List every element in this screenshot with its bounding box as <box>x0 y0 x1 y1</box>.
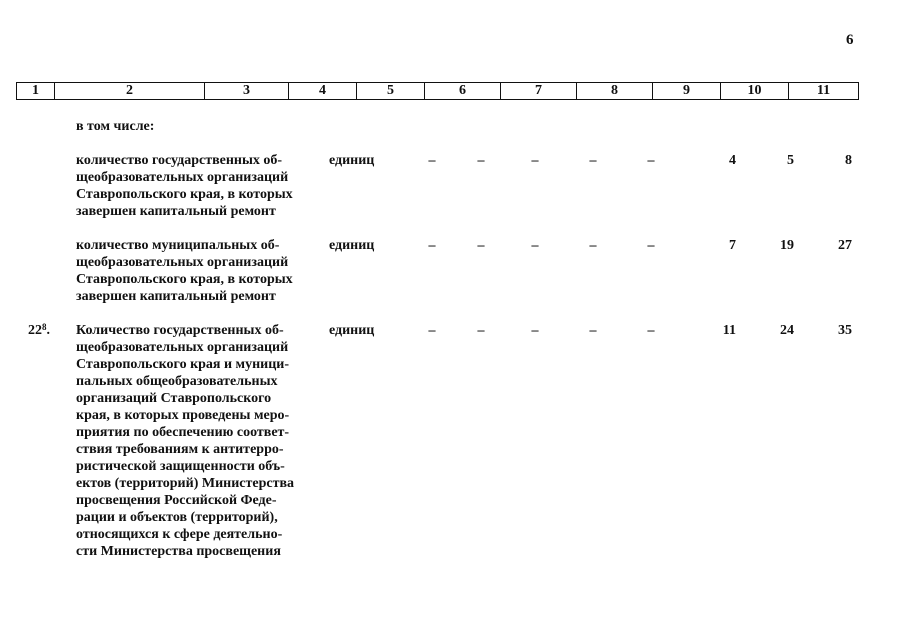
description-line: края, в которых проведены меро- <box>76 408 290 423</box>
description-line: Ставропольского края и муници- <box>76 357 290 372</box>
row-value-col7: – <box>531 323 539 338</box>
row-description <box>76 322 296 560</box>
description-line: сти Министерства просвещения <box>76 544 281 559</box>
row-value-col7: – <box>531 153 539 168</box>
column-header-5: 5 <box>357 83 425 100</box>
row-index-number: 22 <box>28 323 42 338</box>
row-index-footnote: 8 <box>42 322 47 332</box>
description-line: просвещения Российской Феде- <box>76 493 277 508</box>
column-header-9: 9 <box>653 83 721 100</box>
description-line: рации и объектов (территорий), <box>76 510 278 525</box>
row-value-col10: 4 <box>729 153 736 168</box>
row-index <box>28 322 50 339</box>
column-header-6: 6 <box>425 83 501 100</box>
description-line: завершен капитальный ремонт <box>76 204 276 219</box>
row-value-col9: – <box>647 323 655 338</box>
row-value-col6: – <box>477 153 485 168</box>
description-line: завершен капитальный ремонт <box>76 289 276 304</box>
column-header-10: 10 <box>721 83 789 100</box>
column-header-11: 11 <box>789 83 859 100</box>
description-line: Количество государственных об- <box>76 323 284 338</box>
row-value-col10: 7 <box>729 238 736 253</box>
column-header-7: 7 <box>501 83 577 100</box>
description-line: количество государственных об- <box>76 153 283 168</box>
row-index-suffix: . <box>46 323 50 338</box>
row-value-col11: 19 <box>780 238 794 253</box>
description-line: пальных общеобразовательных <box>76 374 278 389</box>
column-header-3: 3 <box>205 83 289 100</box>
row-unit: единиц <box>329 153 375 168</box>
column-header-row <box>16 82 859 100</box>
column-header-8: 8 <box>577 83 653 100</box>
page-number: 6 <box>846 32 854 48</box>
row-description <box>76 237 296 305</box>
row-value-col10: 11 <box>722 323 736 338</box>
description-line: щеобразовательных организаций <box>76 255 289 270</box>
row-value-col9: – <box>647 238 655 253</box>
row-value-col12: 35 <box>838 323 852 338</box>
row-value-col11: 24 <box>780 323 794 338</box>
row-value-col9: – <box>647 153 655 168</box>
description-line: ектов (территорий) Министерства <box>76 476 295 491</box>
description-line: Ставропольского края, в которых <box>76 272 293 287</box>
row-value-col5: – <box>428 238 436 253</box>
description-line: относящихся к сфере деятельно- <box>76 527 283 542</box>
row-value-col5: – <box>428 323 436 338</box>
column-header-1: 1 <box>17 83 55 100</box>
description-line: приятия по обеспечению соответ- <box>76 425 290 440</box>
description-line: Ставропольского края, в которых <box>76 187 293 202</box>
description-line: ствия требованиям к антитерро- <box>76 442 284 457</box>
row-value-col11: 5 <box>787 153 794 168</box>
description-line: щеобразовательных организаций <box>76 340 289 355</box>
description-line: щеобразовательных организаций <box>76 170 289 185</box>
row-unit: единиц <box>329 238 375 253</box>
row-value-col8: – <box>589 323 597 338</box>
row-description <box>76 152 296 220</box>
row-value-col12: 27 <box>838 238 852 253</box>
row-value-col12: 8 <box>845 153 852 168</box>
row-value-col8: – <box>589 153 597 168</box>
row-value-col5: – <box>428 153 436 168</box>
row-value-col6: – <box>477 323 485 338</box>
row-value-col6: – <box>477 238 485 253</box>
row-unit: единиц <box>329 323 375 338</box>
description-line: количество муниципальных об- <box>76 238 280 253</box>
column-header-2: 2 <box>55 83 205 100</box>
column-header-4: 4 <box>289 83 357 100</box>
row-value-col7: – <box>531 238 539 253</box>
description-line: организаций Ставропольского <box>76 391 272 406</box>
description-line: ристической защищенности объ- <box>76 459 285 474</box>
subheading-including: в том числе: <box>76 119 155 134</box>
row-value-col8: – <box>589 238 597 253</box>
